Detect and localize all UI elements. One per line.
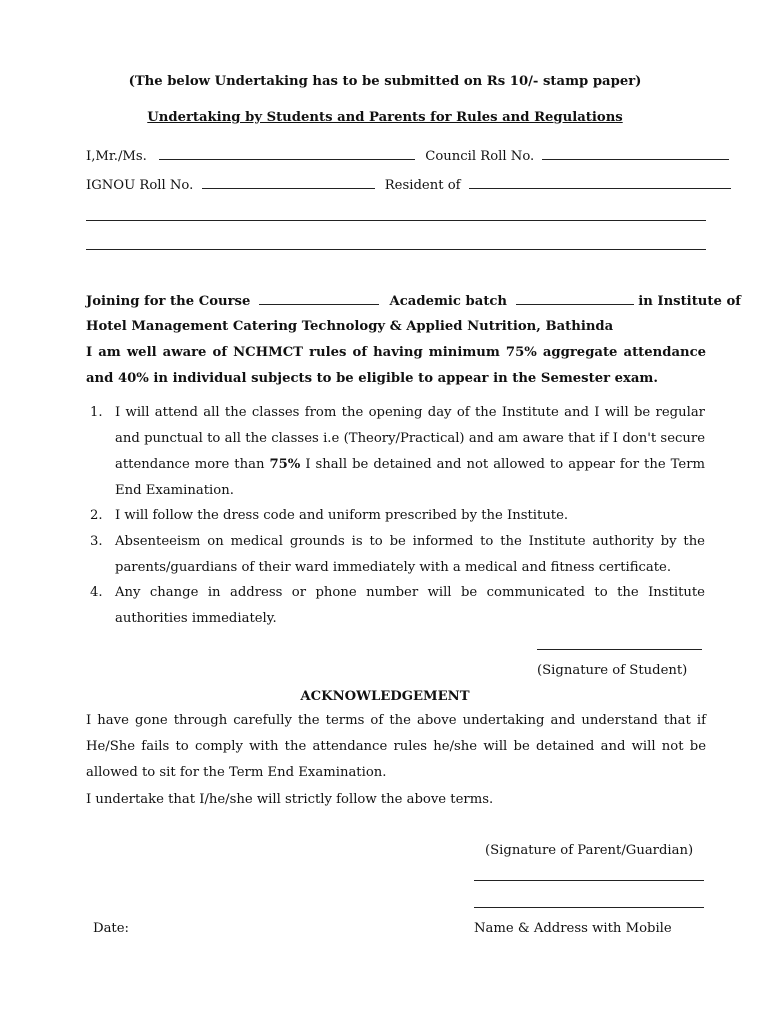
council-roll-label: Council Roll No. bbox=[425, 149, 535, 164]
parent-signature-label: (Signature of Parent/Guardian) bbox=[485, 843, 694, 858]
acknowledgement-heading: ACKNOWLEDGEMENT bbox=[300, 689, 470, 704]
institute-name: Hotel Management Catering Technology & Applied Nutrition, Bathinda bbox=[86, 319, 614, 334]
parent-signature-line[interactable] bbox=[474, 880, 704, 881]
stamp-paper-note: (The below Undertaking has to be submitted on Rs 10/- stamp paper) bbox=[128, 74, 642, 89]
document-title: Undertaking by Students and Parents for Rules and Regulations bbox=[147, 110, 623, 125]
rule-1-number: 1. bbox=[90, 405, 103, 420]
name-field-row bbox=[86, 148, 729, 165]
rule-1-text-before: I will attend all the classes from the opening day of the Institute and I will be regular and punctual to all the classes i.e (Theory/Practical) and am aware that if I don't secure attendance more than bbox=[115, 405, 705, 472]
resident-blank[interactable] bbox=[469, 177, 731, 189]
rule-4-number: 4. bbox=[90, 585, 103, 600]
rule-1-text bbox=[115, 400, 705, 504]
ignou-roll-blank[interactable] bbox=[202, 177, 375, 189]
rule-1-emphasis: 75% bbox=[269, 457, 301, 472]
address-line-2[interactable] bbox=[86, 249, 706, 250]
rule-2-text: I will follow the dress code and uniform prescribed by the Institute. bbox=[115, 508, 569, 523]
acknowledgement-paragraph: I have gone through carefully the terms of the above undertaking and understand that if He/She fails to comply with the attendance rules he/she will be detained and will not be allowed to sit for the Term End Examination. bbox=[86, 713, 706, 780]
rule-3-text: Absenteeism on medical grounds is to be informed to the Institute authority by the parents/guardians of their ward immediately with a medical and fitness certificate. bbox=[115, 534, 705, 575]
date-label: Date: bbox=[93, 921, 129, 936]
student-signature-line[interactable] bbox=[537, 649, 702, 650]
rule-3-number: 3. bbox=[90, 534, 103, 549]
batch-blank[interactable] bbox=[516, 293, 634, 305]
rule-1-text-after: I shall be detained and not allowed to appear for the Term End Examination. bbox=[115, 457, 705, 498]
name-blank[interactable] bbox=[159, 148, 415, 160]
course-label: Joining for the Course bbox=[86, 294, 251, 309]
batch-label: Academic batch bbox=[389, 294, 508, 309]
name-label: I,Mr./Ms. bbox=[86, 149, 147, 164]
ignou-field-row bbox=[86, 177, 731, 194]
ignou-roll-label: IGNOU Roll No. bbox=[86, 178, 194, 193]
course-blank[interactable] bbox=[259, 293, 379, 305]
joining-row bbox=[86, 293, 741, 310]
student-signature-label: (Signature of Student) bbox=[537, 663, 688, 678]
address-line-1[interactable] bbox=[86, 220, 706, 221]
name-address-label: Name & Address with Mobile bbox=[474, 921, 672, 936]
rule-4-text: Any change in address or phone number will be communicated to the Institute authorities immediately. bbox=[115, 585, 705, 626]
undertake-statement: I undertake that I/he/she will strictly follow the above terms. bbox=[86, 792, 494, 807]
council-roll-blank[interactable] bbox=[542, 148, 729, 160]
rule-2-number: 2. bbox=[90, 508, 103, 523]
parent-name-line[interactable] bbox=[474, 907, 704, 908]
attendance-awareness: I am well aware of NCHMCT rules of having minimum 75% aggregate attendance and 40% in individual subjects to be eligible to appear in the Semester exam. bbox=[86, 345, 706, 386]
institute-prefix: in Institute of bbox=[638, 294, 741, 309]
resident-label: Resident of bbox=[384, 178, 461, 193]
